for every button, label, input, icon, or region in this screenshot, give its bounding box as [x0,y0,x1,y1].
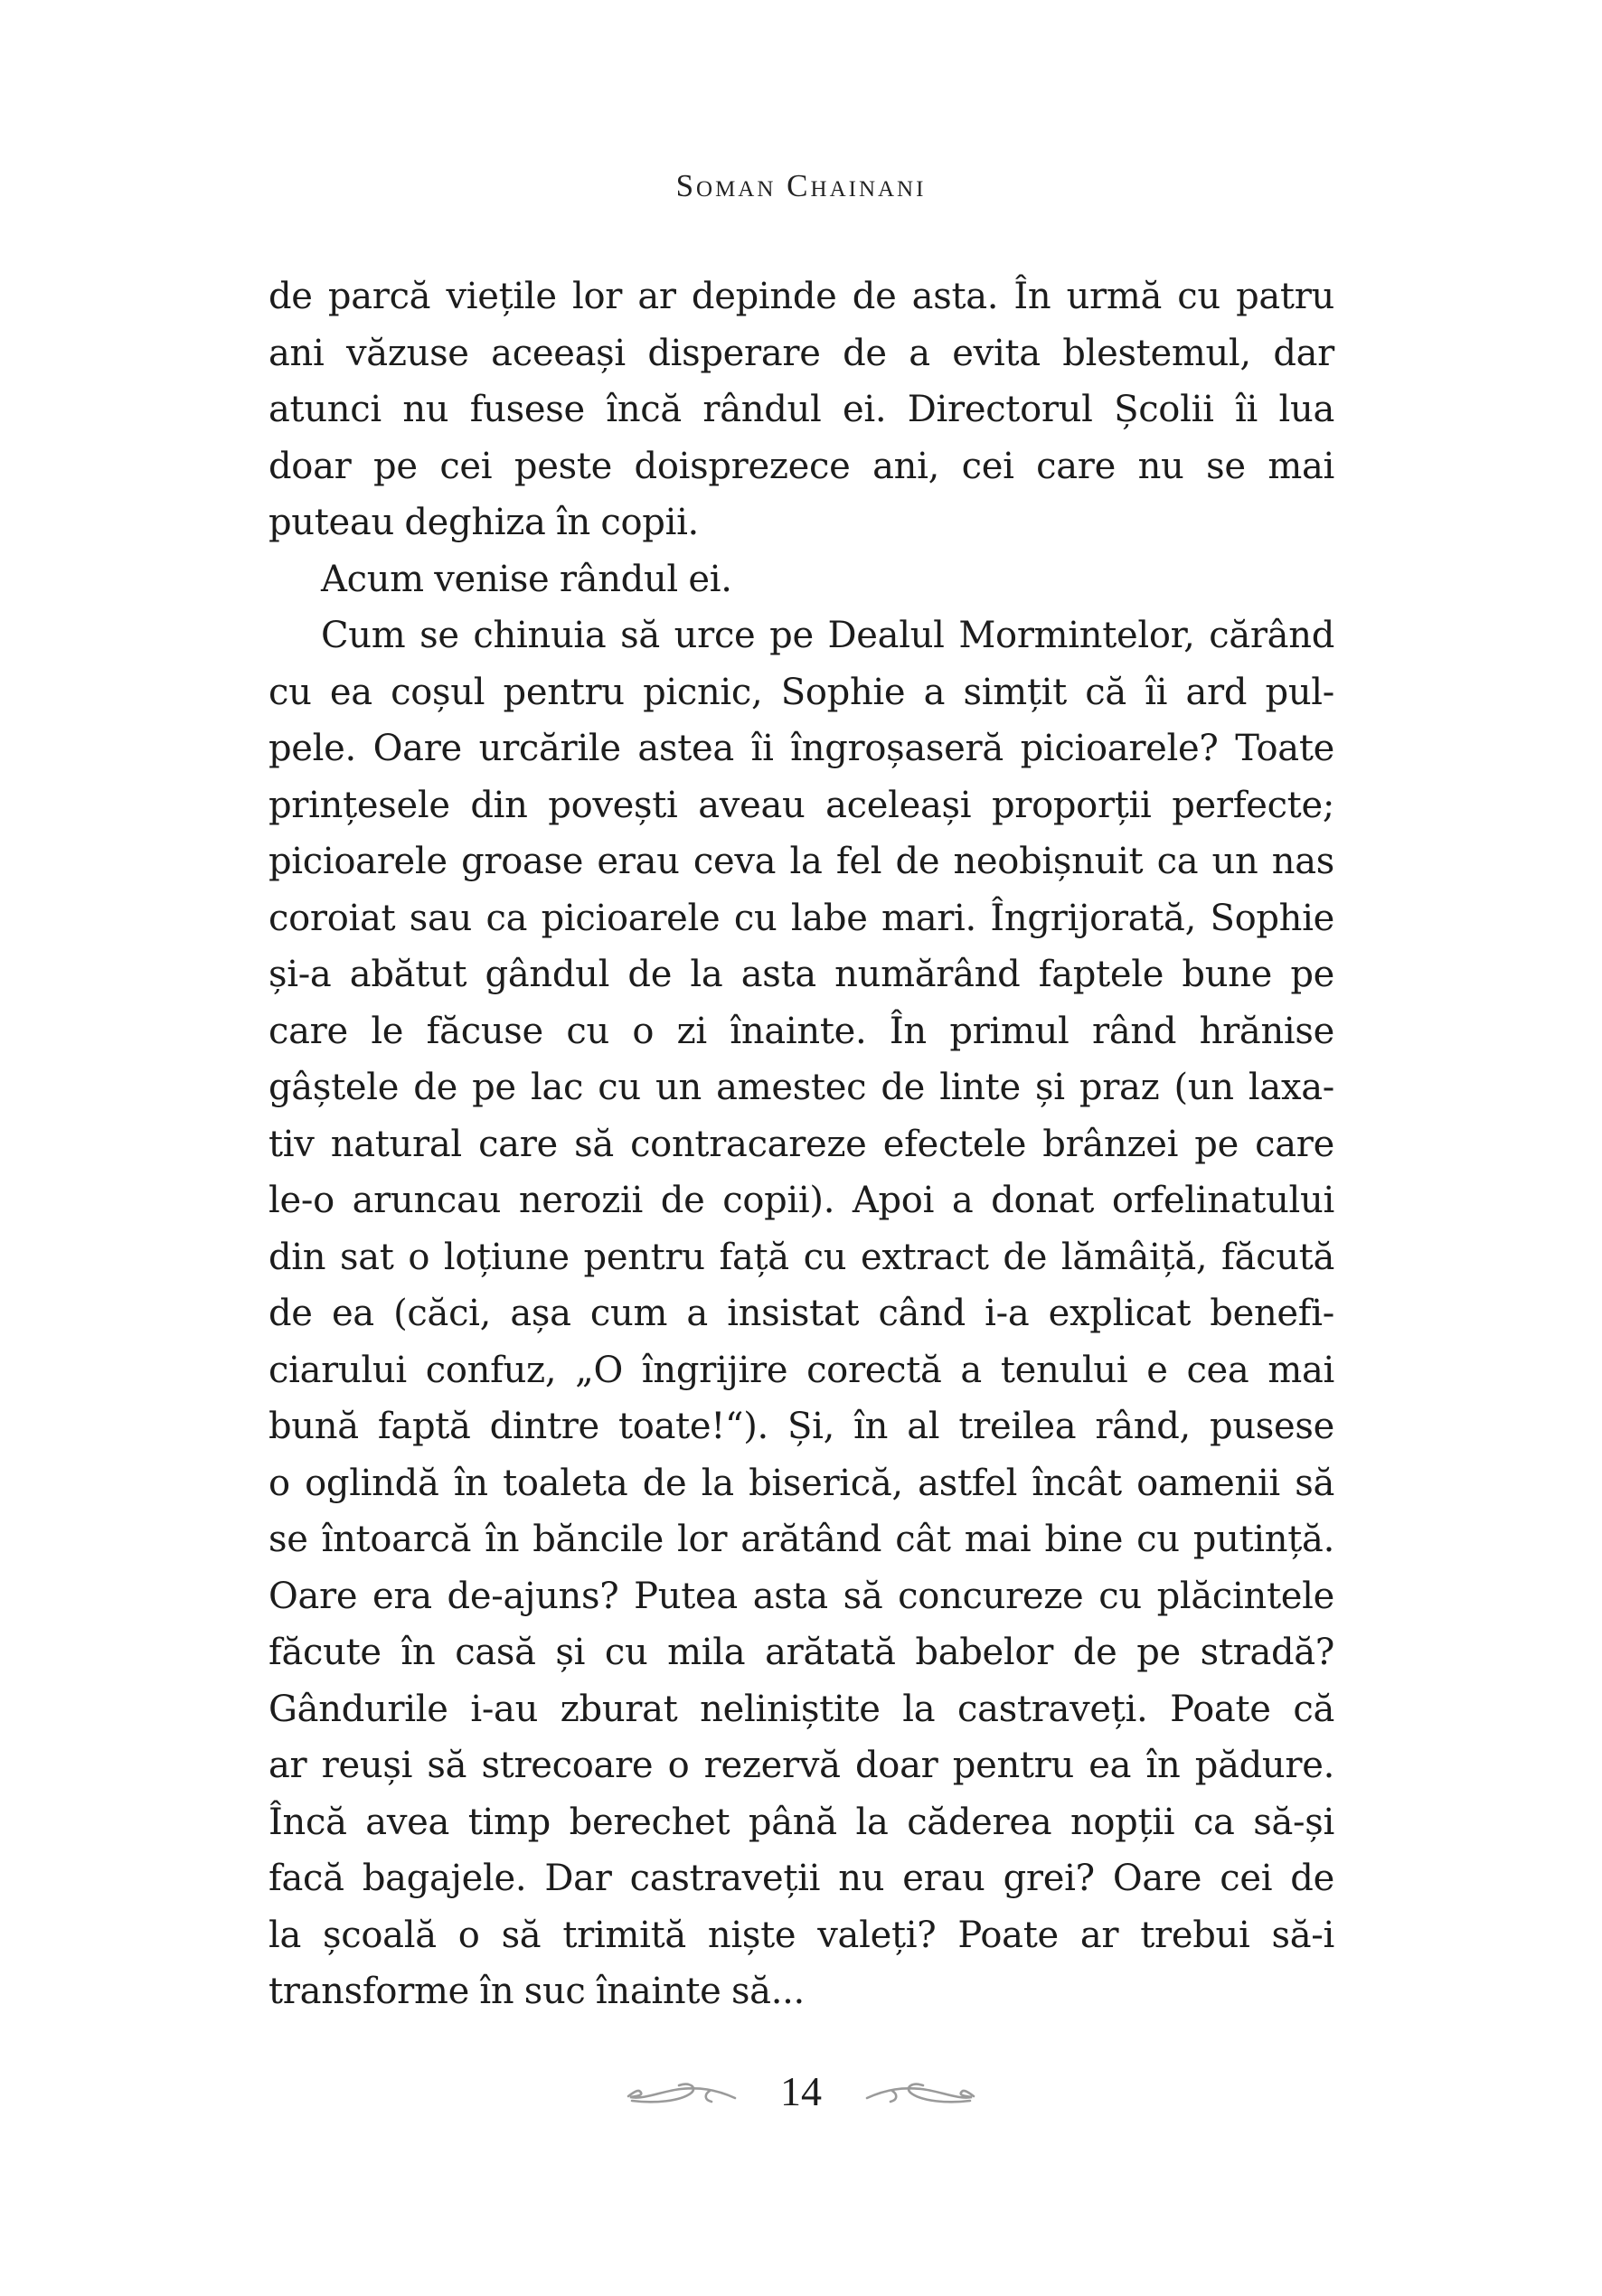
text-line: ar reuși să strecoare o rezervă doar pentru ea în pădure. [269,1745,1334,1786]
page-number: 14 [780,2068,822,2114]
paragraph-single-line: Acum venise rândul ei. [321,558,732,600]
text-line: le-o aruncau nerozii de copii). Apoi a donat orfelinatului [269,1180,1334,1221]
body-text [269,268,1334,2020]
text-line: cu ea coșul pentru picnic, Sophie a simțit că îi ard pul- [269,671,1334,713]
text-line: pele. Oare urcările astea îi îngroșaseră picioarele? Toate [269,728,1334,769]
text-line: Încă avea timp berechet până la căderea nopții ca să-și [269,1801,1334,1843]
paragraph-first-line: Cum se chinuia să urce pe Dealul Mormintelor, cărând [321,615,1334,656]
running-head-author: Soman Chainani [675,168,927,203]
text-line: atunci nu fusese încă rândul ei. Directorul Școlii îi lua [269,389,1334,430]
page-footer [0,2065,1602,2119]
text-line-paragraph-end: transforme în suc înainte să... [269,1971,805,2012]
text-line: de ea (căci, așa cum a insistat când i-a explicat benefi- [269,1293,1334,1334]
text-line: doar pe cei peste doisprezece ani, cei care nu se mai [269,445,1334,487]
text-line: o oglindă în toaleta de la biserică, astfel încât oamenii să [269,1462,1334,1504]
text-line: coroiat sau ca picioarele cu labe mari. Îngrijorată, Sophie [269,897,1334,939]
text-line: facă bagajele. Dar castraveții nu erau grei? Oare cei de [269,1858,1334,1899]
text-line: gâștele de pe lac cu un amestec de linte și praz (un laxa- [269,1067,1334,1108]
text-line: ani văzuse aceeași disperare de a evita blestemul, dar [269,332,1334,374]
flourish-right-icon [865,2078,975,2105]
text-line-paragraph-end: puteau deghiza în copii. [269,502,699,543]
text-line: făcute în casă și cu mila arătată babelor de pe stradă? [269,1632,1334,1673]
text-line: se întoarcă în băncile lor arătând cât mai bine cu putință. [269,1519,1334,1560]
text-line: la școală o să trimită niște valeți? Poate ar trebui să-i [269,1914,1334,1956]
text-line: prințesele din povești aveau aceleași proporții perfecte; [269,784,1334,826]
text-line: și-a abătut gândul de la asta numărând faptele bune pe [269,954,1334,995]
text-line: Gândurile i-au zburat neliniștite la castraveți. Poate că [269,1688,1334,1730]
text-line: bună faptă dintre toate!“). Și, în al treilea rând, pusese [269,1406,1334,1447]
text-line: tiv natural care să contracareze efectele brânzei pe care [269,1123,1334,1165]
text-line: ciarului confuz, „O îngrijire corectă a tenului e cea mai [269,1349,1334,1391]
text-line: picioarele groase erau ceva la fel de neobișnuit ca un nas [269,841,1334,882]
text-line: de parcă viețile lor ar depinde de asta. În urmă cu patru [269,276,1334,317]
flourish-left-icon [627,2078,737,2105]
text-line: care le făcuse cu o zi înainte. În primul rând hrănise [269,1010,1334,1052]
text-line: Oare era de-ajuns? Putea asta să concureze cu plăcintele [269,1575,1334,1617]
text-line: din sat o loțiune pentru față cu extract de lămâiță, făcută [269,1236,1334,1278]
